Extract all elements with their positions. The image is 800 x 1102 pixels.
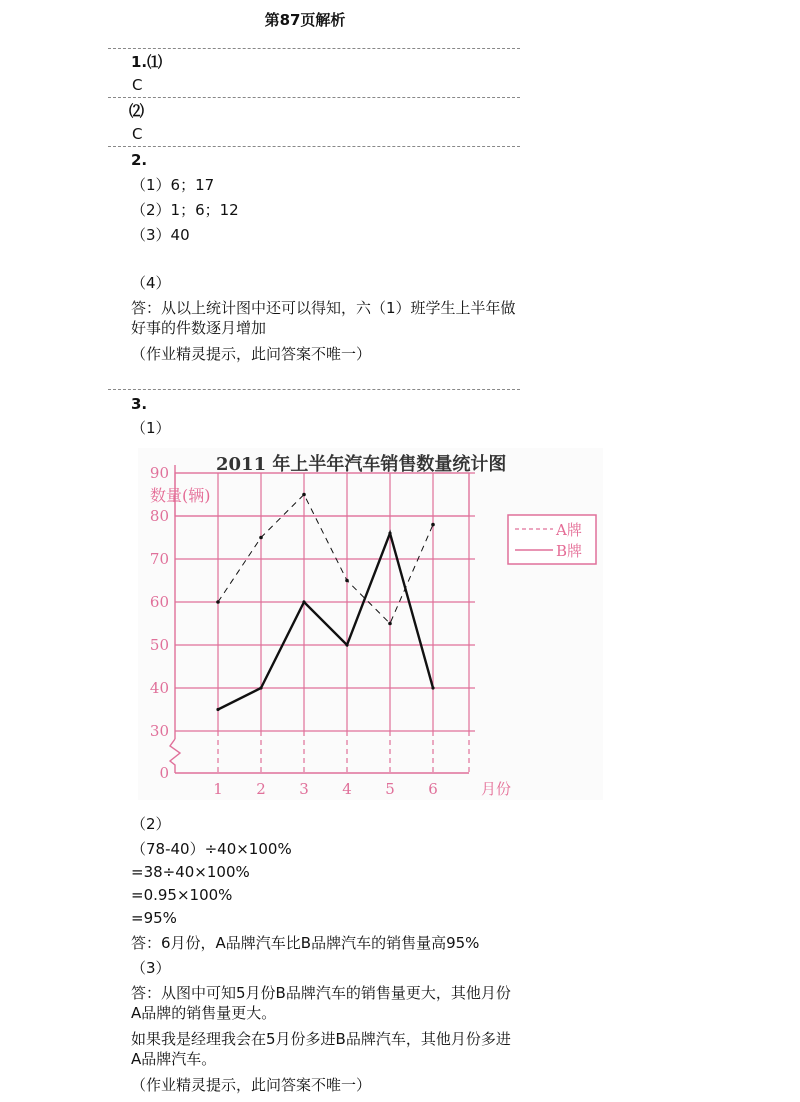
q3-part1-label: （1）	[131, 419, 171, 437]
x-tick-label: 2	[256, 780, 266, 798]
q3-part2-label: （2）	[131, 815, 171, 833]
q3-part2-answer: 答：6月份，A品牌汽车比B品牌汽车的销售量高95%	[131, 934, 480, 952]
data-point	[259, 686, 262, 689]
data-point	[345, 579, 349, 583]
x-tick-label: 3	[299, 780, 309, 798]
data-point	[388, 532, 391, 535]
calc-line-1: （78-40）÷40×100%	[131, 840, 292, 858]
data-point	[431, 523, 435, 527]
chart-legend	[508, 515, 596, 564]
data-point	[388, 622, 392, 626]
x-tick-label: 4	[342, 780, 352, 798]
q1-label-2: ⑵	[129, 102, 145, 120]
data-point	[216, 708, 219, 711]
data-point	[302, 493, 306, 497]
y-tick-label: 0	[159, 764, 169, 782]
q2-answer-2: （2）1；6；12	[131, 201, 239, 219]
sales-line-chart	[138, 448, 603, 800]
x-tick-label: 1	[213, 780, 223, 798]
y-tick-label: 30	[149, 722, 169, 740]
q1-answer-1: C	[132, 76, 143, 94]
x-tick-label: 6	[428, 780, 438, 798]
q3-part3-answer-2: 如果我是经理我会在5月份多进B品牌汽车，其他月份多进A品牌汽车。	[131, 1030, 511, 1068]
divider	[108, 389, 520, 390]
y-tick-label: 90	[149, 464, 169, 482]
data-point	[259, 536, 263, 540]
q2-answer-3: （3）40	[131, 226, 190, 244]
y-tick-label: 50	[149, 636, 169, 654]
legend-box	[508, 515, 596, 564]
chart-title: 2011 年上半年汽车销售数量统计图	[216, 454, 507, 475]
q2-label: 2.	[131, 151, 148, 169]
chart-x-axis-label: 月份	[481, 780, 512, 798]
x-tick-label: 5	[385, 780, 395, 798]
q3-note: （作业精灵提示，此问答案不唯一）	[131, 1076, 372, 1094]
data-point	[216, 600, 220, 604]
data-point	[302, 600, 305, 603]
q1-answer-2: C	[132, 125, 143, 143]
calc-line-4: =95%	[131, 909, 177, 927]
q3-label: 3.	[131, 395, 148, 413]
q2-answer-4: 答：从以上统计图中还可以得知，六（1）班学生上半年做好事的件数逐月增加	[131, 299, 516, 337]
q2-note: （作业精灵提示，此问答案不唯一）	[131, 345, 372, 363]
divider	[108, 48, 520, 49]
legend-label-b: B牌	[556, 542, 583, 560]
data-point	[431, 686, 434, 689]
calc-line-3: =0.95×100%	[131, 886, 233, 904]
q3-part3-label: （3）	[131, 959, 171, 977]
chart-y-axis-label: 数量(辆)	[150, 486, 211, 505]
legend-label-a: A牌	[556, 521, 582, 539]
q2-answer-1: （1）6；17	[131, 176, 215, 194]
q3-part3-answer-1: 答：从图中可知5月份B品牌汽车的销售量更大，其他月份A品牌的销售量更大。	[131, 984, 511, 1022]
page-title: 第87页解析	[264, 11, 346, 29]
data-point	[345, 643, 348, 646]
q2-answer-4-label: （4）	[131, 274, 171, 292]
q1-label-1: 1.⑴	[131, 53, 163, 71]
y-tick-label: 80	[149, 507, 169, 525]
divider	[108, 97, 520, 98]
divider	[108, 146, 520, 147]
calc-line-2: =38÷40×100%	[131, 863, 250, 881]
y-tick-label: 40	[149, 679, 169, 697]
y-tick-label: 70	[149, 550, 169, 568]
y-tick-label: 60	[149, 593, 169, 611]
